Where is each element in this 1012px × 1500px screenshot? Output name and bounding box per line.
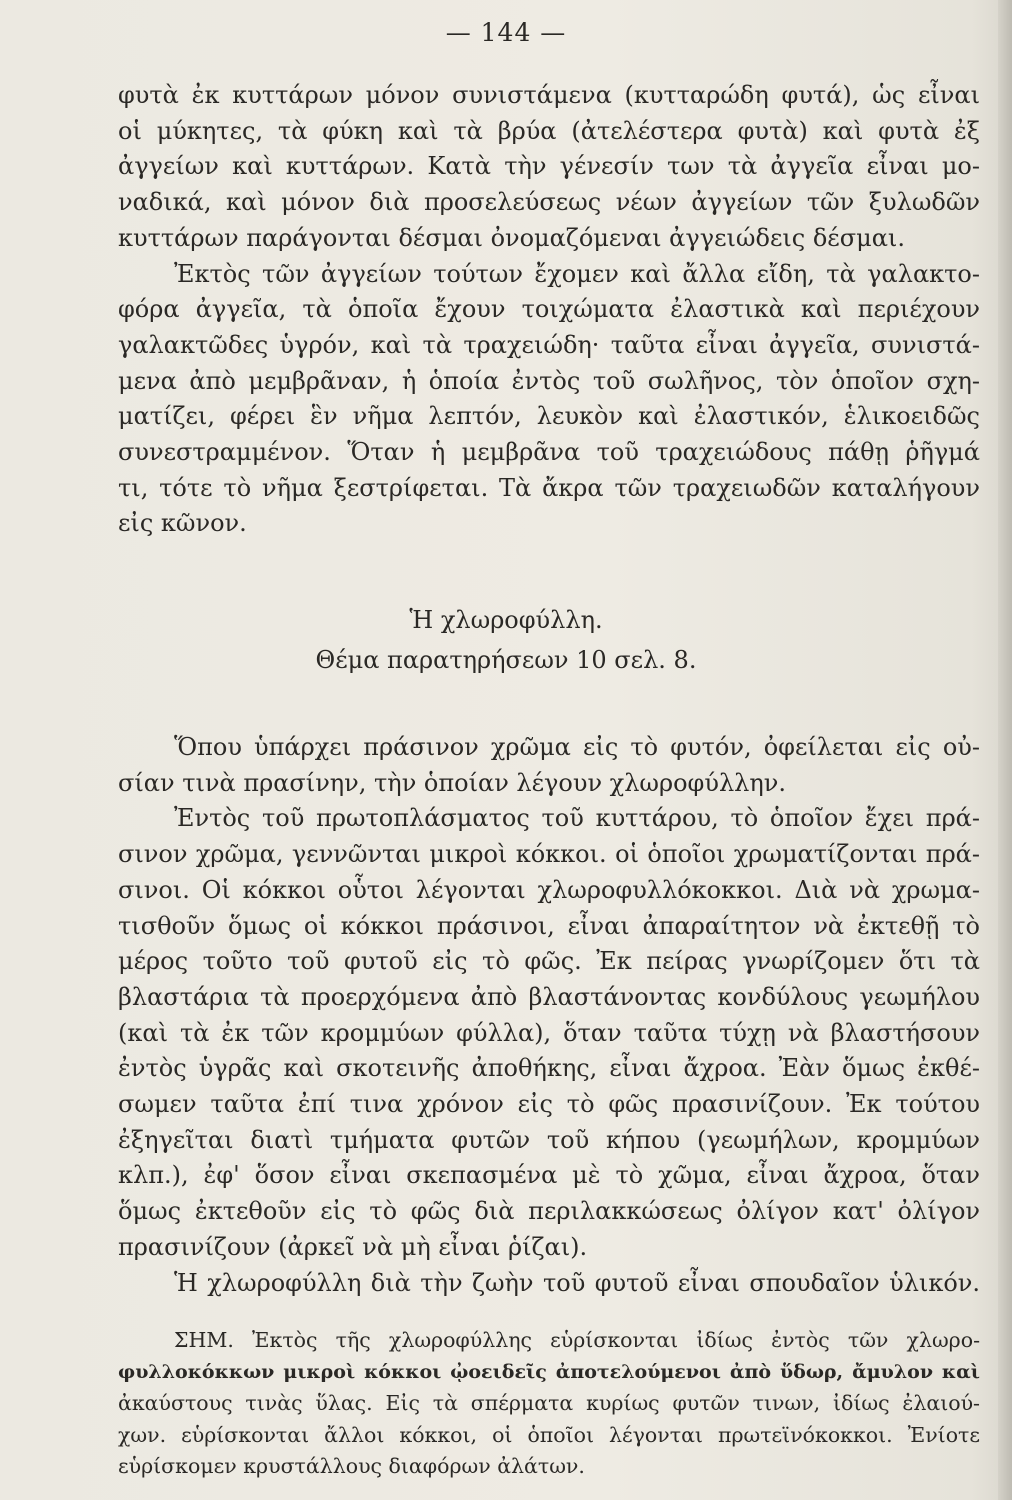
text-line: ἐντὸς ὑγρᾶς καὶ σκοτεινῆς ἀποθήκης, εἶναι ἄχροα. Ἐὰν ὅμως ἐκθέ- bbox=[118, 1054, 980, 1083]
text-line: σινον χρῶμα, γεννῶνται μικροὶ κόκκοι. οἱ ὁποῖοι χρωματίζονται πρά- bbox=[118, 840, 980, 869]
text-line: φυτὰ ἐκ κυττάρων μόνον συνιστάμενα (κυτταρώδη φυτά), ὡς εἶναι bbox=[118, 81, 980, 109]
text-line: σίαν τινὰ πρασίνην, τὴν ὁποίαν λέγουν χλωροφύλλην. bbox=[118, 768, 786, 797]
text-line: ἐξηγεῖται διατὶ τμήματα φυτῶν τοῦ κήπου (γεωμήλων, κρομμύων bbox=[118, 1125, 980, 1154]
note-line: ΣΗΜ. Ἐκτὸς τῆς χλωροφύλλης εὑρίσκονται ἰδίως ἐντὸς τῶν χλωρο- bbox=[174, 1328, 980, 1352]
text-line: μέρος τοῦτο τοῦ φυτοῦ εἰς τὸ φῶς. Ἐκ πείρας γνωρίζομεν ὅτι τὰ bbox=[118, 947, 980, 976]
footnote bbox=[118, 1325, 980, 1483]
note-line: εὑρίσκομεν κρυστάλλους διαφόρων ἀλάτων. bbox=[118, 1454, 585, 1479]
text-line: σωμεν ταῦτα ἐπί τινα χρόνον εἰς τὸ φῶς πρασινίζουν. Ἐκ τούτου bbox=[118, 1090, 980, 1119]
text-block-top bbox=[118, 78, 980, 542]
paragraph-2 bbox=[118, 257, 980, 543]
text-line: συνεστραμμένον. Ὅταν ἡ μεμβρᾶνα τοῦ τραχειώδους πάθῃ ῥῆγμά bbox=[118, 438, 980, 467]
paragraph-1 bbox=[118, 78, 980, 257]
text-line: πρασινίζουν (ἀρκεῖ νὰ μὴ εἶναι ῥίζαι). bbox=[118, 1232, 588, 1261]
paragraph-5 bbox=[118, 1266, 980, 1302]
text-line: κλπ.), ἐφ' ὅσον εἶναι σκεπασμένα μὲ τὸ χῶμα, εἶναι ἄχροα, ὅταν bbox=[118, 1161, 980, 1190]
text-line: ἀγγείων καὶ κυττάρων. Κατὰ τὴν γένεσίν των τὰ ἀγγεῖα εἶναι μο- bbox=[118, 152, 980, 181]
paragraph-3 bbox=[118, 730, 980, 801]
text-line: (καὶ τὰ ἐκ τῶν κρομμύων φύλλα), ὅταν ταῦτα τύχῃ νὰ βλαστήσουν bbox=[118, 1018, 980, 1047]
note-line: χων. εὑρίσκονται ἄλλοι κόκκοι, οἱ ὁποῖοι λέγονται πρωτεϊνόκοκκοι. Ἐνίοτε bbox=[118, 1422, 980, 1447]
text-line: Ἐντὸς τοῦ πρωτοπλάσματος τοῦ κυττάρου, τὸ ὁποῖον ἔχει πρά- bbox=[174, 804, 980, 833]
page-edge-shadow bbox=[998, 0, 1012, 1500]
note-line: ἀκαύστους τινὰς ὕλας. Εἰς τὰ σπέρματα κυρίως φυτῶν τινων, ἰδίως ἐλαιού- bbox=[118, 1391, 980, 1416]
text-block-bottom bbox=[118, 730, 980, 1301]
text-line: κυττάρων παράγονται δέσμαι ὀνομαζόμεναι ἀγγειώδεις δέσμαι. bbox=[118, 223, 905, 252]
text-line: Ἐκτὸς τῶν ἀγγείων τούτων ἔχομεν καὶ ἄλλα εἴδη, τὰ γαλακτο- bbox=[174, 259, 980, 288]
section-subtitle: Θέμα παρατηρήσεων 10 σελ. 8. bbox=[315, 646, 697, 674]
page-number: — 144 — bbox=[445, 18, 567, 47]
note-line: φυλλοκόκκων μικροὶ κόκκοι ᾠοειδεῖς ἀποτελούμενοι ἀπὸ ὕδωρ, ἄμυλον καὶ bbox=[118, 1360, 980, 1383]
text-line: τι, τότε τὸ νῆμα ξεστρίφεται. Τὰ ἄκρα τῶν τραχειωδῶν καταλήγουν bbox=[118, 473, 980, 502]
text-line: γαλακτῶδες ὑγρόν, καὶ τὰ τραχειώδη· ταῦτα εἶναι ἀγγεῖα, συνιστά- bbox=[118, 330, 980, 359]
paragraph-4 bbox=[118, 801, 980, 1265]
text-line: τισθοῦν ὅμως οἱ κόκκοι πράσινοι, εἶναι ἀπαραίτητον νὰ ἐκτεθῇ τὸ bbox=[118, 911, 980, 940]
text-line: βλαστάρια τὰ προερχόμενα ἀπὸ βλαστάνοντας κονδύλους γεωμήλου bbox=[118, 982, 980, 1011]
text-line: σινοι. Οἱ κόκκοι οὗτοι λέγονται χλωροφυλλόκοκκοι. Διὰ νὰ χρωμα- bbox=[118, 875, 980, 904]
text-line: μενα ἀπὸ μεμβρᾶναν, ἡ ὁποία ἐντὸς τοῦ σωλῆνος, τὸν ὁποῖον σχη- bbox=[118, 366, 980, 395]
text-line: ὅμως ἐκτεθοῦν εἰς τὸ φῶς διὰ περιλακκώσεως ὀλίγον κατ' ὀλίγον bbox=[118, 1197, 980, 1226]
section-title: Ἡ χλωροφύλλη. bbox=[409, 606, 603, 634]
text-line: φόρα ἀγγεῖα, τὰ ὁποῖα ἔχουν τοιχώματα ἐλαστικὰ καὶ περιέχουν bbox=[118, 295, 980, 324]
text-line: Ἡ χλωροφύλλη διὰ τὴν ζωὴν τοῦ φυτοῦ εἶναι σπουδαῖον ὑλικόν. bbox=[174, 1268, 980, 1297]
text-line: οἱ μύκητες, τὰ φύκη καὶ τὰ βρύα (ἀτελέστερα φυτὰ) καὶ φυτὰ ἐξ bbox=[118, 116, 980, 145]
text-line: ναδικά, καὶ μόνον διὰ προσελεύσεως νέων ἀγγείων τῶν ξυλωδῶν bbox=[118, 188, 980, 217]
text-line: ματίζει, φέρει ἓν νῆμα λεπτόν, λευκὸν καὶ ἐλαστικόν, ἑλικοειδῶς bbox=[118, 402, 980, 431]
text-line: Ὅπου ὑπάρχει πράσινον χρῶμα εἰς τὸ φυτόν, ὀφείλεται εἰς οὐ- bbox=[174, 733, 980, 761]
text-line: εἰς κῶνον. bbox=[118, 509, 247, 538]
